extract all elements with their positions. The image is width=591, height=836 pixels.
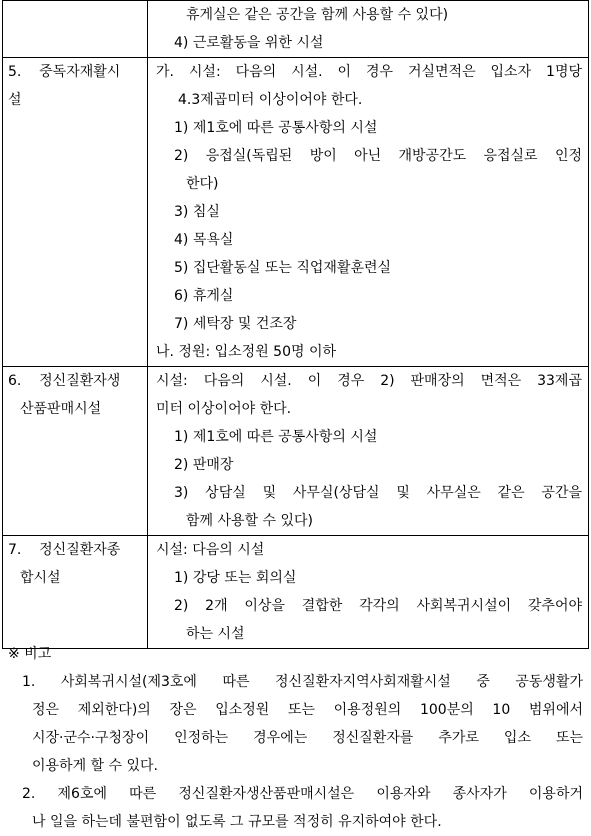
remark-line: 나 일을 하는데 불편함이 없도록 그 규모를 적정히 유지하여야 한다.	[32, 814, 442, 830]
description-line: 6) 휴게실	[174, 288, 234, 304]
description-line: 3) 상담실 및 사무실(상담실 및 사무실은 같은 공간을	[174, 485, 582, 501]
table-row	[3, 1, 589, 58]
remark-line: 2. 제6호에 따른 정신질환자생산품판매시설은 이용자와 종사자가 이용하거	[22, 786, 583, 802]
description-line: 가. 시설: 다음의 시설. 이 경우 거실면적은 입소자 1명당	[156, 64, 582, 80]
description-line: 3) 침실	[174, 204, 220, 220]
description-line: 2) 판매장	[174, 457, 234, 473]
description-line: 4.3제곱미터 이상이어야 한다.	[178, 92, 363, 108]
description-cell	[148, 1, 589, 58]
description-line: 2) 응접실(독립된 방이 아닌 개방공간도 응접실로 인정	[174, 148, 582, 164]
category-cell	[3, 536, 148, 649]
description-line: 5) 집단활동실 또는 직업재활훈련실	[174, 260, 392, 276]
facility-standards-table	[2, 0, 589, 649]
table-row	[3, 58, 589, 367]
remark-line: 이용하게 할 수 있다.	[32, 758, 158, 774]
description-cell	[148, 536, 589, 649]
description-line: 시설: 다음의 시설. 이 경우 2) 판매장의 면적은 33제곱	[156, 373, 582, 389]
category-label: 6. 정신질환자생	[8, 373, 121, 389]
category-label: 5. 중독자재활시	[8, 64, 121, 80]
description-line: 시설: 다음의 시설	[156, 542, 265, 558]
remarks-section	[0, 640, 591, 836]
description-line: 휴게실은 같은 공간을 함께 사용할 수 있다)	[186, 7, 449, 23]
category-label: 7. 정신질환자종	[8, 542, 121, 558]
description-line: 함께 사용할 수 있다)	[186, 513, 314, 529]
category-cell	[3, 58, 148, 367]
description-line: 1) 강당 또는 회의실	[174, 570, 297, 586]
category-label: 설	[8, 92, 22, 108]
category-label: 합시설	[20, 570, 61, 586]
remarks-header: ※ 비고	[8, 646, 52, 662]
description-line: 1) 제1호에 따른 공통사항의 시설	[174, 429, 378, 445]
remark-line: 시장·군수·구청장이 인정하는 경우에는 정신질환자를 추가로 입소 또는	[32, 730, 583, 746]
description-line: 2) 2개 이상을 결합한 각각의 사회복귀시설이 갖추어야	[174, 598, 582, 614]
table-row	[3, 536, 589, 649]
remark-line: 1. 사회복귀시설(제3호에 따른 정신질환자지역사회재활시설 중 공동생활가	[22, 674, 583, 690]
description-cell	[148, 58, 589, 367]
description-line: 4) 근로활동을 위한 시설	[174, 35, 324, 51]
remark-line: 정은 제외한다)의 장은 입소정원 또는 이용정원의 100분의 10 범위에서	[32, 702, 583, 718]
description-line: 7) 세탁장 및 건조장	[174, 316, 297, 332]
category-cell	[3, 1, 148, 58]
description-line: 4) 목욕실	[174, 232, 234, 248]
category-cell	[3, 367, 148, 536]
description-line: 1) 제1호에 따른 공통사항의 시설	[174, 120, 378, 136]
description-cell	[148, 367, 589, 536]
description-line: 나. 정원: 입소정원 50명 이하	[156, 344, 337, 360]
description-line: 한다)	[186, 176, 219, 192]
table-row	[3, 367, 589, 536]
description-line: 미터 이상이어야 한다.	[156, 401, 292, 417]
description-line: 하는 시설	[186, 626, 245, 642]
category-label: 산품판매시설	[20, 401, 102, 417]
